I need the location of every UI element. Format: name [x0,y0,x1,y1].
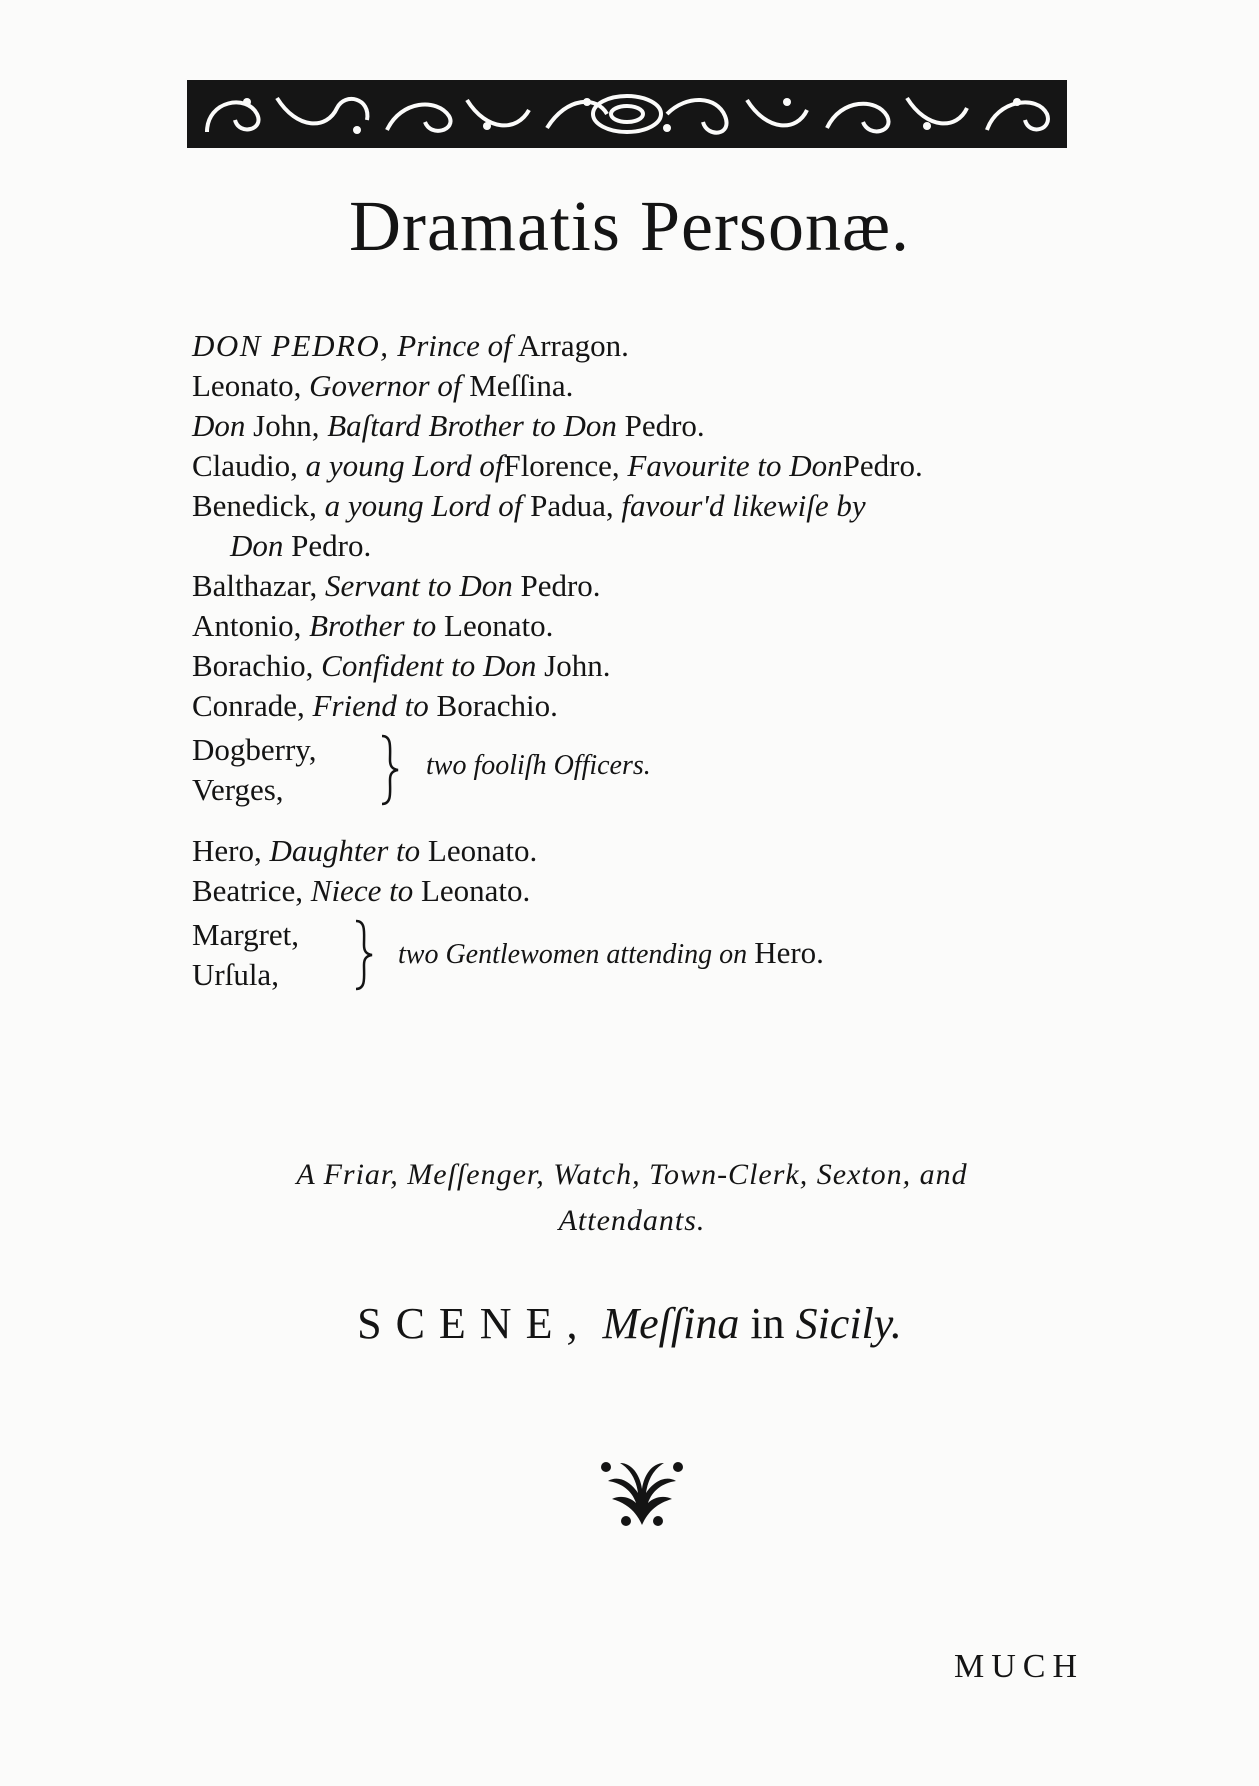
character-role: Confident to Don [321,648,537,683]
character-name-margret: Margret, [192,917,300,952]
character-names [192,730,317,810]
scene-label: SCENE, [357,1299,592,1348]
cast-entry-hero [192,835,537,866]
cast-entry-leonato [192,370,573,401]
cast-entry-conrade [192,690,558,721]
character-place: Padua, [530,488,614,523]
scene-connector: in [750,1299,785,1348]
character-name: Leonato, [192,368,302,403]
character-role: a young Lord of [324,488,523,523]
page-title: Dramatis Personæ. [349,186,910,266]
character-role: Governor of [309,368,462,403]
curly-brace-icon [378,734,400,806]
character-title: Don [230,528,284,563]
cast-entry-officers [192,730,1092,810]
character-name: Benedick, [192,488,317,523]
character-role-secondary: favour'd likewiſe by [621,488,866,523]
character-reference: Leonato. [420,873,531,908]
curly-brace-icon [352,919,374,991]
character-name: Conrade, [192,688,305,723]
character-role: Prince of [397,328,512,363]
character-names [192,915,299,995]
character-reference: John. [544,648,611,683]
catchword: MUCH [954,1648,1085,1685]
character-reference: Pedro. [520,568,601,603]
scene-region: Sicily. [795,1299,902,1348]
character-name: Balthazar, [192,568,318,603]
character-reference: Leonato. [444,608,554,643]
character-role-text: two Gentlewomen attending on [398,939,748,970]
character-role [398,937,824,969]
character-reference: Pedro. [291,528,372,563]
character-place: Meſſina. [469,368,574,403]
scene-setting [0,1299,1259,1348]
character-reference: Borachio. [436,688,558,723]
character-name: Beatrice, [192,873,304,908]
character-name: Hero, [192,833,262,868]
ornamental-header-band [187,80,1067,148]
character-reference: Pedro. [624,408,705,443]
cast-entry-balthazar [192,570,601,601]
character-name: Antonio, [192,608,302,643]
supporting-characters-line-2: Attendants. [558,1204,706,1237]
character-role: Servant to Don [325,568,513,603]
character-name-verges: Verges, [192,772,284,807]
cast-entry-claudio [192,450,923,481]
character-role: Daughter to [269,833,421,868]
character-title: Don [192,408,246,443]
cast-entry-beatrice [192,875,530,906]
cast-entry-benedick-continuation [230,530,371,561]
character-name: Claudio, [192,448,298,483]
character-reference: Pedro. [842,448,923,483]
cast-entry-gentlewomen [192,915,1092,995]
scene-place: Meſſina [602,1299,740,1348]
character-role: Brother to [309,608,437,643]
character-reference: Hero. [754,935,824,970]
cast-entry-antonio [192,610,553,641]
supporting-characters [192,1152,1072,1244]
cast-entry-benedick [192,490,866,521]
supporting-characters-line-1: A Friar, Meſſenger, Watch, Town-Clerk, Sexton, and [296,1158,968,1191]
character-place: Arragon. [517,328,629,363]
character-name: DON PEDRO, [192,328,390,363]
character-name: John, [253,408,320,443]
character-role: Niece to [310,873,414,908]
character-name: Borachio, [192,648,314,683]
character-role: Baſtard Brother to Don [327,408,617,443]
cast-entry-borachio [192,650,611,681]
cast-entry-don-pedro [192,330,629,361]
character-name-dogberry: Dogberry, [192,732,317,767]
character-reference: Leonato. [427,833,538,868]
character-role: Friend to [312,688,429,723]
character-role: two fooliſh Officers. [426,750,651,781]
character-place: Florence, [503,448,620,483]
character-name-ursula: Urſula, [192,957,279,992]
floral-ornament-icon [596,1455,688,1529]
cast-entry-don-john [192,410,705,441]
character-role: a young Lord of [305,448,504,483]
character-role-secondary: Favourite to Don [627,448,843,483]
